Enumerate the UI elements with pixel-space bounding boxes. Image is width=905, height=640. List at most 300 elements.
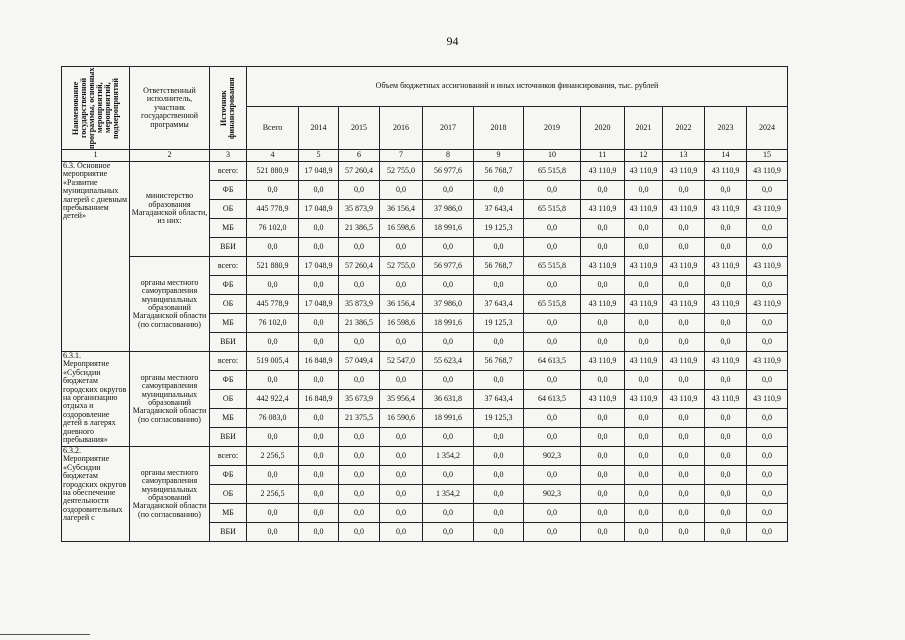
amount-cell: 0,0 bbox=[663, 447, 705, 466]
funding-source: ФБ bbox=[210, 181, 247, 200]
column-number: 3 bbox=[210, 150, 247, 162]
amount-cell: 0,0 bbox=[581, 238, 625, 257]
funding-source: всего: bbox=[210, 257, 247, 276]
funding-source: ВБИ bbox=[210, 238, 247, 257]
amount-cell: 0,0 bbox=[474, 447, 524, 466]
amount-cell: 43 110,9 bbox=[705, 295, 747, 314]
amount-cell: 0,0 bbox=[299, 485, 339, 504]
amount-cell: 0,0 bbox=[747, 485, 788, 504]
executor: органы местного самоуправления муниципальных образований Магаданской области (по согласованию) bbox=[130, 352, 210, 447]
column-number: 6 bbox=[339, 150, 380, 162]
executor: органы местного самоуправления муниципальных образований Магаданской области (по согласованию) bbox=[130, 257, 210, 352]
amount-cell: 0,0 bbox=[705, 219, 747, 238]
amount-cell: 0,0 bbox=[625, 485, 663, 504]
amount-cell: 43 110,9 bbox=[663, 295, 705, 314]
amount-cell: 0,0 bbox=[581, 523, 625, 542]
amount-cell: 0,0 bbox=[625, 447, 663, 466]
column-number: 2 bbox=[130, 150, 210, 162]
amount-cell: 0,0 bbox=[299, 314, 339, 333]
amount-cell: 19 125,3 bbox=[474, 409, 524, 428]
amount-cell: 0,0 bbox=[247, 238, 299, 257]
amount-cell: 902,3 bbox=[524, 485, 581, 504]
amount-cell: 43 110,9 bbox=[663, 257, 705, 276]
amount-cell: 43 110,9 bbox=[581, 162, 625, 181]
amount-cell: 43 110,9 bbox=[705, 162, 747, 181]
amount-cell: 43 110,9 bbox=[747, 352, 788, 371]
amount-cell: 56 977,6 bbox=[423, 162, 474, 181]
amount-cell: 35 673,9 bbox=[339, 390, 380, 409]
amount-cell: 17 048,9 bbox=[299, 200, 339, 219]
amount-cell: 0,0 bbox=[581, 333, 625, 352]
amount-cell: 0,0 bbox=[299, 409, 339, 428]
amount-cell: 0,0 bbox=[705, 466, 747, 485]
amount-cell: 0,0 bbox=[747, 181, 788, 200]
amount-cell: 0,0 bbox=[581, 181, 625, 200]
amount-cell: 57 260,4 bbox=[339, 257, 380, 276]
amount-cell: 0,0 bbox=[663, 466, 705, 485]
funding-source: ФБ bbox=[210, 371, 247, 390]
amount-cell: 0,0 bbox=[423, 504, 474, 523]
table-row bbox=[62, 352, 788, 371]
amount-cell: 0,0 bbox=[663, 485, 705, 504]
amount-cell: 0,0 bbox=[524, 466, 581, 485]
budget-table bbox=[61, 66, 788, 542]
amount-cell: 0,0 bbox=[247, 276, 299, 295]
amount-cell: 35 873,9 bbox=[339, 200, 380, 219]
amount-cell: 0,0 bbox=[380, 504, 423, 523]
amount-cell: 0,0 bbox=[625, 428, 663, 447]
amount-cell: 0,0 bbox=[339, 428, 380, 447]
amount-cell: 16 848,9 bbox=[299, 390, 339, 409]
amount-cell: 445 778,9 bbox=[247, 295, 299, 314]
amount-cell: 0,0 bbox=[747, 314, 788, 333]
amount-cell: 43 110,9 bbox=[705, 257, 747, 276]
amount-cell: 19 125,3 bbox=[474, 219, 524, 238]
amount-cell: 0,0 bbox=[474, 276, 524, 295]
amount-cell: 0,0 bbox=[663, 314, 705, 333]
amount-cell: 0,0 bbox=[705, 314, 747, 333]
funding-source: всего: bbox=[210, 352, 247, 371]
amount-cell: 521 880,9 bbox=[247, 257, 299, 276]
amount-cell: 21 375,5 bbox=[339, 409, 380, 428]
amount-cell: 0,0 bbox=[247, 466, 299, 485]
amount-cell: 35 873,9 bbox=[339, 295, 380, 314]
amount-cell: 0,0 bbox=[705, 238, 747, 257]
amount-cell: 43 110,9 bbox=[705, 200, 747, 219]
amount-cell: 902,3 bbox=[524, 447, 581, 466]
amount-cell: 2 256,5 bbox=[247, 447, 299, 466]
amount-cell: 76 102,0 bbox=[247, 219, 299, 238]
amount-cell: 0,0 bbox=[339, 276, 380, 295]
amount-cell: 0,0 bbox=[524, 428, 581, 447]
amount-cell: 43 110,9 bbox=[581, 200, 625, 219]
amount-cell: 0,0 bbox=[247, 504, 299, 523]
amount-cell: 0,0 bbox=[247, 428, 299, 447]
amount-cell: 0,0 bbox=[747, 219, 788, 238]
column-number: 14 bbox=[705, 150, 747, 162]
funding-source: МБ bbox=[210, 409, 247, 428]
amount-cell: 0,0 bbox=[524, 409, 581, 428]
amount-cell: 0,0 bbox=[581, 466, 625, 485]
amount-cell: 0,0 bbox=[474, 466, 524, 485]
amount-cell: 0,0 bbox=[581, 504, 625, 523]
amount-cell: 0,0 bbox=[625, 409, 663, 428]
amount-cell: 0,0 bbox=[705, 447, 747, 466]
amount-cell: 0,0 bbox=[625, 238, 663, 257]
amount-cell: 0,0 bbox=[663, 181, 705, 200]
amount-cell: 16 590,6 bbox=[380, 409, 423, 428]
amount-cell: 16 598,6 bbox=[380, 219, 423, 238]
amount-cell: 0,0 bbox=[339, 447, 380, 466]
amount-cell: 37 643,4 bbox=[474, 200, 524, 219]
amount-cell: 0,0 bbox=[474, 238, 524, 257]
amount-cell: 56 768,7 bbox=[474, 162, 524, 181]
year-header: 2022 bbox=[663, 107, 705, 150]
amount-cell: 0,0 bbox=[705, 523, 747, 542]
amount-cell: 43 110,9 bbox=[625, 257, 663, 276]
page-number: 94 bbox=[446, 34, 459, 48]
footer-rule bbox=[0, 634, 90, 635]
column-number: 1 bbox=[62, 150, 130, 162]
amount-cell: 0,0 bbox=[705, 181, 747, 200]
amount-cell: 0,0 bbox=[299, 371, 339, 390]
column-number: 13 bbox=[663, 150, 705, 162]
amount-cell: 0,0 bbox=[625, 504, 663, 523]
amount-cell: 0,0 bbox=[747, 276, 788, 295]
measure-name: 6.3.1. Мероприятие «Субсидии бюджетам городских округов на организацию отдыха и оздоровление детей в лагерях дневного пребывания» bbox=[62, 352, 130, 447]
amount-cell: 43 110,9 bbox=[747, 162, 788, 181]
amount-cell: 43 110,9 bbox=[663, 390, 705, 409]
table-row bbox=[62, 257, 788, 276]
funding-source: ВБИ bbox=[210, 333, 247, 352]
amount-cell: 0,0 bbox=[625, 181, 663, 200]
executor: органы местного самоуправления муниципальных образований Магаданской области (по согласованию) bbox=[130, 447, 210, 542]
amount-cell: 0,0 bbox=[747, 523, 788, 542]
amount-cell: 0,0 bbox=[380, 466, 423, 485]
amount-cell: 21 386,5 bbox=[339, 219, 380, 238]
amount-cell: 0,0 bbox=[705, 504, 747, 523]
amount-cell: 17 048,9 bbox=[299, 295, 339, 314]
amount-cell: 0,0 bbox=[524, 333, 581, 352]
amount-cell: 0,0 bbox=[299, 333, 339, 352]
amount-cell: 43 110,9 bbox=[581, 390, 625, 409]
amount-cell: 0,0 bbox=[581, 276, 625, 295]
year-header: 2020 bbox=[581, 107, 625, 150]
column-number: 10 bbox=[524, 150, 581, 162]
amount-cell: 76 102,0 bbox=[247, 314, 299, 333]
amount-cell: 0,0 bbox=[423, 276, 474, 295]
amount-cell: 442 922,4 bbox=[247, 390, 299, 409]
amount-cell: 0,0 bbox=[339, 238, 380, 257]
header-name-col: Наименование государственной программы, основных мероприятий, мероприятий, подмероприятий bbox=[62, 67, 130, 150]
amount-cell: 37 986,0 bbox=[423, 295, 474, 314]
amount-cell: 37 643,4 bbox=[474, 295, 524, 314]
funding-source: ФБ bbox=[210, 276, 247, 295]
amount-cell: 0,0 bbox=[423, 523, 474, 542]
amount-cell: 36 631,8 bbox=[423, 390, 474, 409]
amount-cell: 37 986,0 bbox=[423, 200, 474, 219]
table-row bbox=[62, 447, 788, 466]
amount-cell: 57 049,4 bbox=[339, 352, 380, 371]
amount-cell: 43 110,9 bbox=[663, 162, 705, 181]
amount-cell: 0,0 bbox=[581, 447, 625, 466]
amount-cell: 0,0 bbox=[581, 371, 625, 390]
column-number: 4 bbox=[247, 150, 299, 162]
amount-cell: 0,0 bbox=[524, 504, 581, 523]
header-source-col: Источник финансирования bbox=[210, 67, 247, 150]
column-number: 12 bbox=[625, 150, 663, 162]
amount-cell: 0,0 bbox=[625, 371, 663, 390]
column-number: 11 bbox=[581, 150, 625, 162]
amount-cell: 0,0 bbox=[747, 333, 788, 352]
amount-cell: 18 991,6 bbox=[423, 409, 474, 428]
column-number: 7 bbox=[380, 150, 423, 162]
amount-cell: 17 048,9 bbox=[299, 162, 339, 181]
amount-cell: 55 623,4 bbox=[423, 352, 474, 371]
amount-cell: 16 598,6 bbox=[380, 314, 423, 333]
amount-cell: 0,0 bbox=[524, 238, 581, 257]
amount-cell: 0,0 bbox=[663, 428, 705, 447]
funding-source: ВБИ bbox=[210, 523, 247, 542]
funding-source: ОБ bbox=[210, 485, 247, 504]
funding-source: МБ bbox=[210, 314, 247, 333]
amount-cell: 0,0 bbox=[705, 333, 747, 352]
amount-cell: 36 156,4 bbox=[380, 295, 423, 314]
amount-cell: 18 991,6 bbox=[423, 219, 474, 238]
amount-cell: 0,0 bbox=[339, 466, 380, 485]
amount-cell: 0,0 bbox=[747, 504, 788, 523]
amount-cell: 43 110,9 bbox=[625, 390, 663, 409]
funding-source: всего: bbox=[210, 162, 247, 181]
amount-cell: 0,0 bbox=[423, 371, 474, 390]
amount-cell: 0,0 bbox=[524, 276, 581, 295]
amount-cell: 43 110,9 bbox=[581, 352, 625, 371]
amount-cell: 0,0 bbox=[339, 181, 380, 200]
amount-cell: 64 613,5 bbox=[524, 390, 581, 409]
amount-cell: 0,0 bbox=[663, 333, 705, 352]
amount-cell: 0,0 bbox=[299, 181, 339, 200]
amount-cell: 0,0 bbox=[380, 181, 423, 200]
amount-cell: 0,0 bbox=[247, 371, 299, 390]
amount-cell: 43 110,9 bbox=[581, 295, 625, 314]
table-row bbox=[62, 162, 788, 181]
amount-cell: 0,0 bbox=[380, 428, 423, 447]
amount-cell: 37 643,4 bbox=[474, 390, 524, 409]
amount-cell: 445 778,9 bbox=[247, 200, 299, 219]
amount-cell: 0,0 bbox=[299, 428, 339, 447]
amount-cell: 17 048,9 bbox=[299, 257, 339, 276]
amount-cell: 0,0 bbox=[625, 276, 663, 295]
amount-cell: 43 110,9 bbox=[747, 390, 788, 409]
amount-cell: 0,0 bbox=[524, 219, 581, 238]
amount-cell: 43 110,9 bbox=[625, 352, 663, 371]
amount-cell: 0,0 bbox=[247, 523, 299, 542]
amount-cell: 16 848,9 bbox=[299, 352, 339, 371]
amount-cell: 52 755,0 bbox=[380, 162, 423, 181]
amount-cell: 2 256,5 bbox=[247, 485, 299, 504]
amount-cell: 0,0 bbox=[747, 371, 788, 390]
amount-cell: 0,0 bbox=[625, 523, 663, 542]
amount-cell: 0,0 bbox=[299, 238, 339, 257]
amount-cell: 0,0 bbox=[705, 409, 747, 428]
amount-cell: 52 755,0 bbox=[380, 257, 423, 276]
amount-cell: 43 110,9 bbox=[625, 200, 663, 219]
amount-cell: 56 768,7 bbox=[474, 352, 524, 371]
column-number: 8 bbox=[423, 150, 474, 162]
amount-cell: 43 110,9 bbox=[705, 352, 747, 371]
amount-cell: 36 156,4 bbox=[380, 200, 423, 219]
amount-cell: 0,0 bbox=[423, 466, 474, 485]
amount-cell: 0,0 bbox=[423, 333, 474, 352]
measure-name: 6.3. Основное мероприятие «Развитие муниципальных лагерей с дневным пребыванием детей» bbox=[62, 162, 130, 352]
amount-cell: 0,0 bbox=[524, 523, 581, 542]
funding-source: ВБИ bbox=[210, 428, 247, 447]
year-header: 2018 bbox=[474, 107, 524, 150]
amount-cell: 35 956,4 bbox=[380, 390, 423, 409]
funding-source: ОБ bbox=[210, 390, 247, 409]
header-volume: Объем бюджетных ассигнований и иных источников финансирования, тыс. рублей bbox=[247, 67, 788, 107]
amount-cell: 0,0 bbox=[581, 428, 625, 447]
amount-cell: 519 005,4 bbox=[247, 352, 299, 371]
amount-cell: 0,0 bbox=[339, 523, 380, 542]
amount-cell: 0,0 bbox=[380, 276, 423, 295]
amount-cell: 0,0 bbox=[747, 409, 788, 428]
year-header: 2023 bbox=[705, 107, 747, 150]
amount-cell: 0,0 bbox=[339, 371, 380, 390]
amount-cell: 0,0 bbox=[339, 333, 380, 352]
amount-cell: 0,0 bbox=[380, 333, 423, 352]
amount-cell: 0,0 bbox=[663, 371, 705, 390]
column-number: 9 bbox=[474, 150, 524, 162]
amount-cell: 43 110,9 bbox=[747, 295, 788, 314]
amount-cell: 0,0 bbox=[380, 371, 423, 390]
amount-cell: 21 386,5 bbox=[339, 314, 380, 333]
year-header: 2021 bbox=[625, 107, 663, 150]
amount-cell: 0,0 bbox=[339, 504, 380, 523]
amount-cell: 0,0 bbox=[747, 238, 788, 257]
measure-name: 6.3.2. Мероприятие «Субсидии бюджетам городских округов на обеспечение деятельности оздоровительных лагерей с bbox=[62, 447, 130, 542]
amount-cell: 0,0 bbox=[299, 504, 339, 523]
header-executor-col: Ответственный исполнитель, участник государственной программы bbox=[130, 67, 210, 150]
amount-cell: 1 354,2 bbox=[423, 447, 474, 466]
amount-cell: 0,0 bbox=[474, 181, 524, 200]
amount-cell: 0,0 bbox=[423, 238, 474, 257]
amount-cell: 0,0 bbox=[581, 409, 625, 428]
amount-cell: 521 880,9 bbox=[247, 162, 299, 181]
funding-source: ОБ bbox=[210, 200, 247, 219]
amount-cell: 43 110,9 bbox=[747, 257, 788, 276]
amount-cell: 0,0 bbox=[247, 181, 299, 200]
amount-cell: 65 515,8 bbox=[524, 295, 581, 314]
funding-source: МБ bbox=[210, 504, 247, 523]
year-header: Всего bbox=[247, 107, 299, 150]
amount-cell: 43 110,9 bbox=[625, 162, 663, 181]
amount-cell: 43 110,9 bbox=[663, 352, 705, 371]
amount-cell: 56 768,7 bbox=[474, 257, 524, 276]
funding-source: ФБ bbox=[210, 466, 247, 485]
amount-cell: 0,0 bbox=[747, 466, 788, 485]
amount-cell: 0,0 bbox=[524, 371, 581, 390]
amount-cell: 0,0 bbox=[474, 485, 524, 504]
funding-source: МБ bbox=[210, 219, 247, 238]
amount-cell: 0,0 bbox=[474, 504, 524, 523]
amount-cell: 43 110,9 bbox=[705, 390, 747, 409]
amount-cell: 64 613,5 bbox=[524, 352, 581, 371]
amount-cell: 0,0 bbox=[747, 428, 788, 447]
year-header: 2015 bbox=[339, 107, 380, 150]
amount-cell: 0,0 bbox=[299, 276, 339, 295]
amount-cell: 0,0 bbox=[247, 333, 299, 352]
amount-cell: 65 515,8 bbox=[524, 162, 581, 181]
amount-cell: 0,0 bbox=[747, 447, 788, 466]
executor: министерство образования Магаданской области, из них: bbox=[130, 162, 210, 257]
amount-cell: 65 515,8 bbox=[524, 257, 581, 276]
amount-cell: 0,0 bbox=[625, 219, 663, 238]
amount-cell: 0,0 bbox=[380, 485, 423, 504]
funding-source: всего: bbox=[210, 447, 247, 466]
amount-cell: 0,0 bbox=[663, 409, 705, 428]
amount-cell: 0,0 bbox=[663, 219, 705, 238]
amount-cell: 0,0 bbox=[581, 219, 625, 238]
amount-cell: 57 260,4 bbox=[339, 162, 380, 181]
amount-cell: 43 110,9 bbox=[581, 257, 625, 276]
amount-cell: 0,0 bbox=[474, 428, 524, 447]
amount-cell: 0,0 bbox=[663, 523, 705, 542]
amount-cell: 0,0 bbox=[705, 485, 747, 504]
amount-cell: 0,0 bbox=[625, 466, 663, 485]
funding-source: ОБ bbox=[210, 295, 247, 314]
amount-cell: 0,0 bbox=[705, 371, 747, 390]
amount-cell: 18 991,6 bbox=[423, 314, 474, 333]
amount-cell: 0,0 bbox=[339, 485, 380, 504]
amount-cell: 0,0 bbox=[474, 371, 524, 390]
amount-cell: 0,0 bbox=[299, 466, 339, 485]
column-number: 5 bbox=[299, 150, 339, 162]
year-header: 2024 bbox=[747, 107, 788, 150]
year-header: 2016 bbox=[380, 107, 423, 150]
amount-cell: 0,0 bbox=[380, 447, 423, 466]
year-header: 2017 bbox=[423, 107, 474, 150]
amount-cell: 52 547,0 bbox=[380, 352, 423, 371]
amount-cell: 0,0 bbox=[299, 523, 339, 542]
amount-cell: 0,0 bbox=[625, 314, 663, 333]
amount-cell: 43 110,9 bbox=[663, 200, 705, 219]
year-header: 2014 bbox=[299, 107, 339, 150]
amount-cell: 0,0 bbox=[380, 523, 423, 542]
amount-cell: 0,0 bbox=[423, 181, 474, 200]
amount-cell: 0,0 bbox=[581, 314, 625, 333]
amount-cell: 0,0 bbox=[524, 314, 581, 333]
amount-cell: 56 977,6 bbox=[423, 257, 474, 276]
amount-cell: 0,0 bbox=[581, 485, 625, 504]
amount-cell: 0,0 bbox=[299, 447, 339, 466]
amount-cell: 0,0 bbox=[524, 181, 581, 200]
amount-cell: 0,0 bbox=[423, 428, 474, 447]
amount-cell: 0,0 bbox=[474, 523, 524, 542]
amount-cell: 1 354,2 bbox=[423, 485, 474, 504]
amount-cell: 76 083,0 bbox=[247, 409, 299, 428]
amount-cell: 0,0 bbox=[663, 504, 705, 523]
amount-cell: 0,0 bbox=[474, 333, 524, 352]
amount-cell: 0,0 bbox=[380, 238, 423, 257]
amount-cell: 19 125,3 bbox=[474, 314, 524, 333]
column-number: 15 bbox=[747, 150, 788, 162]
amount-cell: 0,0 bbox=[663, 238, 705, 257]
amount-cell: 43 110,9 bbox=[747, 200, 788, 219]
amount-cell: 0,0 bbox=[705, 276, 747, 295]
amount-cell: 0,0 bbox=[705, 428, 747, 447]
amount-cell: 0,0 bbox=[625, 333, 663, 352]
